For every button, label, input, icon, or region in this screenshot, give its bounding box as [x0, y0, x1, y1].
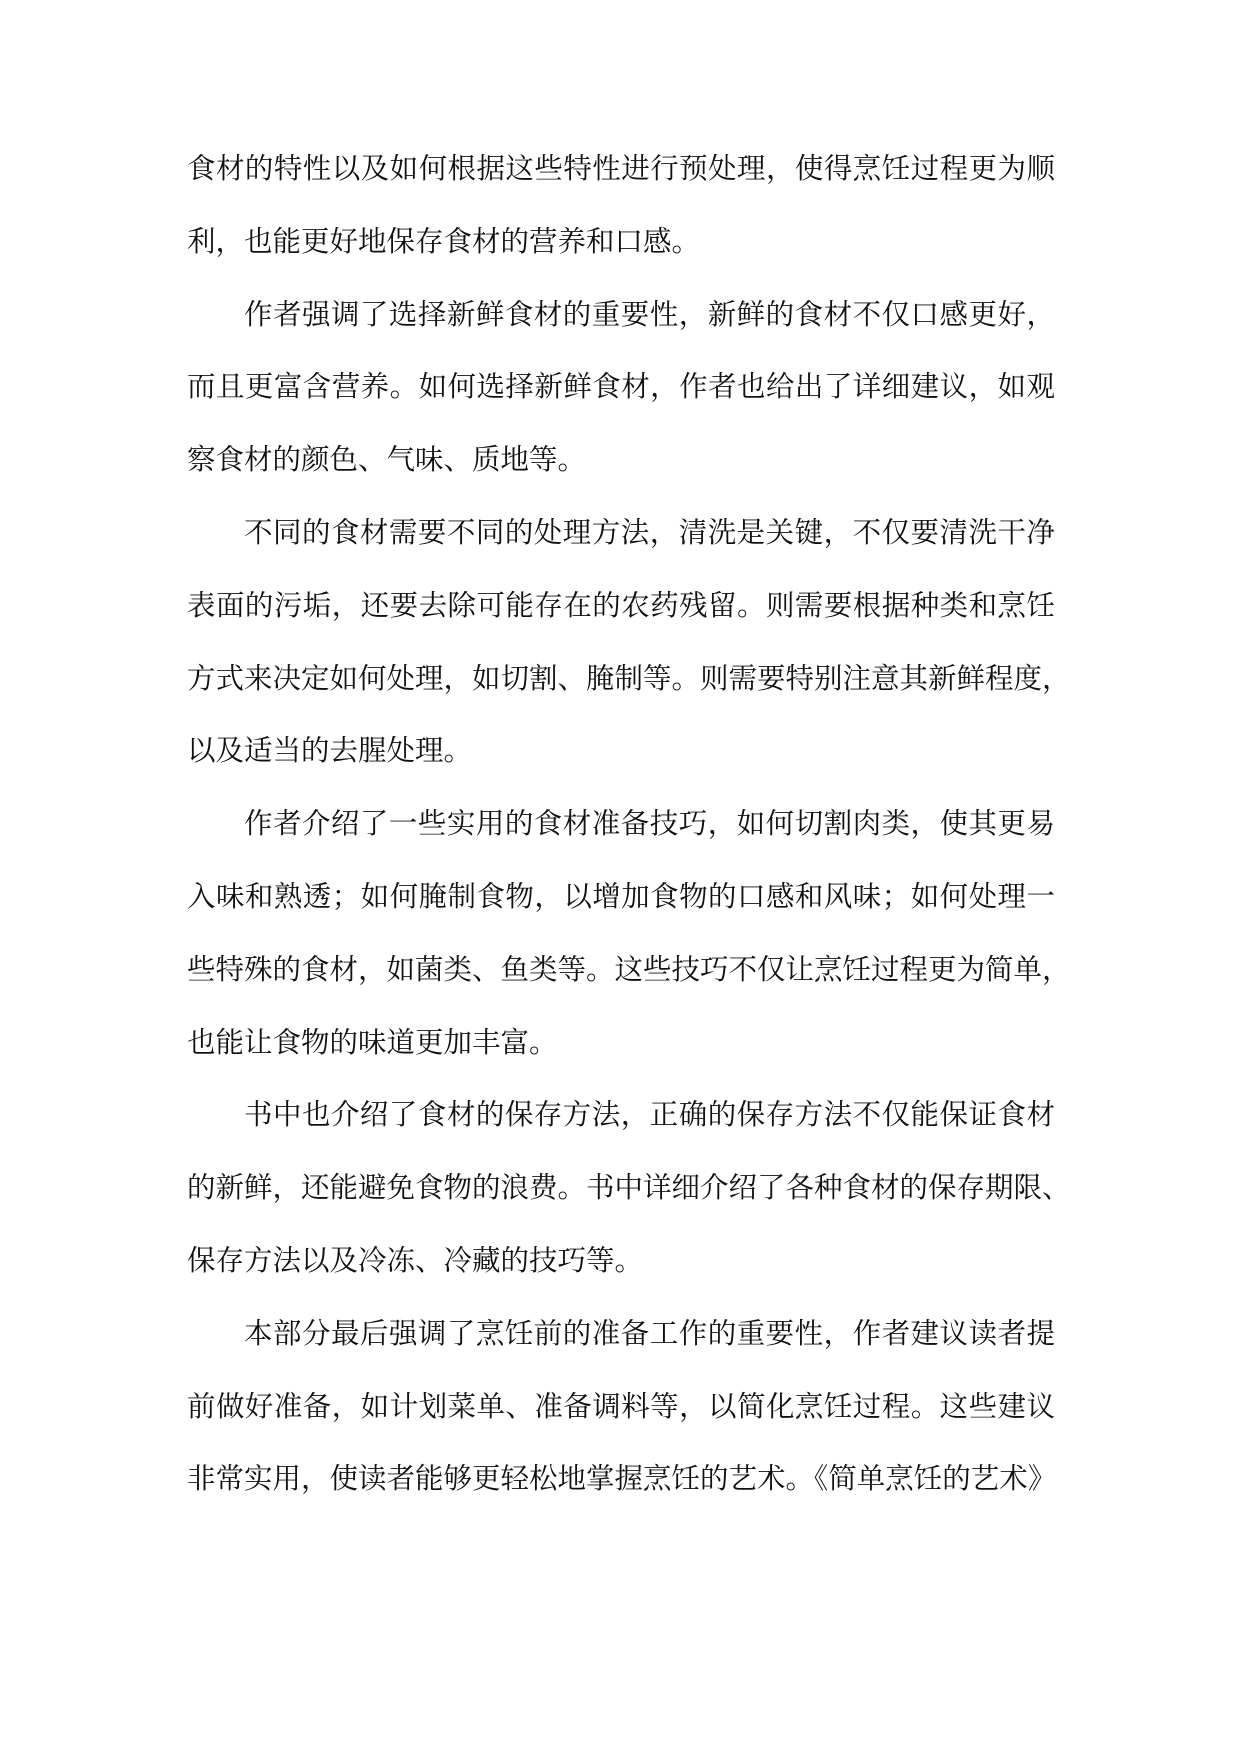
text-line: 食材的特性以及如何根据这些特性进行预处理，使得烹饪过程更为顺: [187, 152, 1055, 185]
text-line: 保存方法以及冷冻、冷藏的技巧等。: [187, 1243, 644, 1277]
text-line: 察食材的颜色、气味、质地等。: [187, 443, 587, 477]
text-line: 而且更富含营养。如何选择新鲜食材，作者也给出了详细建议，如观: [187, 370, 1055, 404]
text-line: 以及适当的去腥处理。: [187, 734, 473, 768]
text-line: 入味和熟透；如何腌制食物，以增加食物的口感和风味；如何处理一: [187, 879, 1055, 913]
text-line: 的新鲜，还能避免食物的浪费。书中详细介绍了各种食材的保存期限、: [187, 1171, 1071, 1205]
paragraph-first-line: 作者强调了选择新鲜食材的重要性，新鲜的食材不仅口感更好，: [244, 297, 1055, 331]
paragraph-first-line: 书中也介绍了食材的保存方法，正确的保存方法不仅能保证食材: [244, 1098, 1055, 1132]
text-line: 些特殊的食材，如菌类、鱼类等。这些技巧不仅让烹饪过程更为简单，: [187, 952, 1071, 986]
paragraph-first-line: 不同的食材需要不同的处理方法，清洗是关键，不仅要清洗干净: [244, 515, 1055, 549]
text-line: 也能让食物的味道更加丰富。: [187, 1025, 558, 1059]
paragraph-first-line: 本部分最后强调了烹饪前的准备工作的重要性，作者建议读者提: [244, 1316, 1055, 1350]
text-line: 表面的污垢，还要去除可能存在的农药残留。则需要根据种类和烹饪: [187, 588, 1055, 622]
paragraph-first-line: 作者介绍了一些实用的食材准备技巧，如何切割肉类，使其更易: [244, 807, 1055, 841]
text-line: 前做好准备，如计划菜单、准备调料等，以简化烹饪过程。这些建议: [187, 1389, 1055, 1423]
text-line: 利，也能更好地保存食材的营养和口感。: [187, 224, 701, 258]
text-line: 方式来决定如何处理，如切割、腌制等。则需要特别注意其新鲜程度，: [187, 661, 1071, 695]
document-body: [187, 147, 1071, 1530]
text-line: 非常实用，使读者能够更轻松地掌握烹饪的艺术。《简单烹饪的艺术》: [187, 1462, 1057, 1496]
